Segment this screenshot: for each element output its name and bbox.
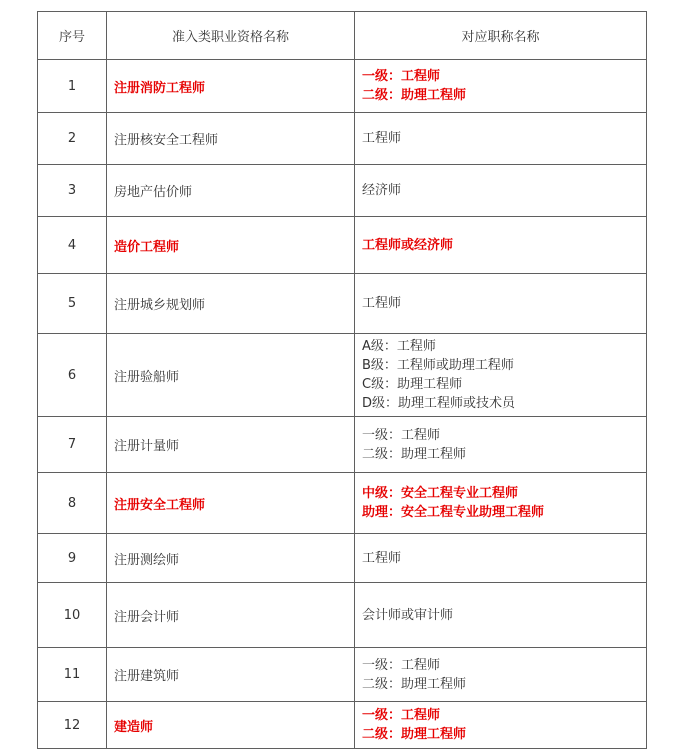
row-title-line: 助理：安全工程专业助理工程师	[362, 505, 545, 520]
row-qualification-name: 注册验船师	[107, 334, 355, 417]
row-title-line: 一级：工程师	[362, 427, 441, 443]
table-row	[38, 583, 647, 648]
row-title-line: B级：工程师或助理工程师	[362, 358, 514, 373]
row-title-cell	[355, 165, 647, 217]
row-qualification-name: 注册消防工程师	[107, 60, 355, 113]
table-row	[38, 165, 647, 217]
table-row	[38, 417, 647, 473]
row-serial-number: 3	[38, 165, 107, 217]
row-title-line: 中级：安全工程专业工程师	[362, 486, 519, 501]
row-title-line: 一级：工程师	[362, 708, 441, 723]
row-title-cell	[355, 334, 647, 417]
row-qualification-name: 注册会计师	[107, 583, 355, 648]
row-title-cell	[355, 534, 647, 583]
table-row	[38, 473, 647, 534]
row-serial-number: 4	[38, 217, 107, 274]
row-serial-number: 2	[38, 113, 107, 165]
row-qualification-name: 注册城乡规划师	[107, 274, 355, 334]
row-title-cell	[355, 60, 647, 113]
row-title-line: 二级：助理工程师	[362, 727, 467, 742]
table-body	[38, 60, 647, 749]
table-row	[38, 274, 647, 334]
row-title-line: 工程师或经济师	[362, 237, 454, 253]
row-title-line: 二级：助理工程师	[362, 88, 467, 103]
row-title-line: C级：助理工程师	[362, 377, 463, 392]
table-row	[38, 648, 647, 702]
row-title-line: D级：助理工程师或技术员	[362, 396, 516, 411]
row-qualification-name: 造价工程师	[107, 217, 355, 274]
row-title-cell	[355, 417, 647, 473]
row-qualification-name: 注册计量师	[107, 417, 355, 473]
qualification-table	[37, 11, 647, 749]
row-title-line: A级：工程师	[362, 339, 436, 354]
row-title-cell	[355, 702, 647, 749]
header-title-name: 对应职称名称	[355, 12, 647, 60]
row-title-line: 工程师	[362, 296, 402, 311]
row-title-line: 经济师	[362, 183, 402, 198]
row-title-line: 一级：工程师	[362, 657, 441, 673]
row-title-line: 二级：助理工程师	[362, 676, 467, 692]
row-qualification-name: 注册核安全工程师	[107, 113, 355, 165]
row-title-line: 会计师或审计师	[362, 607, 454, 623]
row-qualification-name: 注册测绘师	[107, 534, 355, 583]
row-serial-number: 8	[38, 473, 107, 534]
row-serial-number: 12	[38, 702, 107, 749]
row-qualification-name: 注册安全工程师	[107, 473, 355, 534]
row-title-cell	[355, 217, 647, 274]
row-serial-number: 10	[38, 583, 107, 648]
row-qualification-name: 房地产估价师	[107, 165, 355, 217]
row-title-line: 工程师	[362, 131, 402, 146]
table-row	[38, 702, 647, 749]
row-title-cell	[355, 583, 647, 648]
row-qualification-name: 注册建筑师	[107, 648, 355, 702]
row-serial-number: 11	[38, 648, 107, 702]
header-serial-number: 序号	[38, 12, 107, 60]
table-header-row	[38, 12, 647, 60]
header-qualification-name: 准入类职业资格名称	[107, 12, 355, 60]
row-title-cell	[355, 113, 647, 165]
row-serial-number: 9	[38, 534, 107, 583]
row-title-line: 二级：助理工程师	[362, 446, 467, 462]
row-serial-number: 6	[38, 334, 107, 417]
row-serial-number: 1	[38, 60, 107, 113]
row-serial-number: 5	[38, 274, 107, 334]
table-row	[38, 534, 647, 583]
table-row	[38, 60, 647, 113]
row-serial-number: 7	[38, 417, 107, 473]
row-title-line: 一级：工程师	[362, 69, 441, 84]
row-title-cell	[355, 274, 647, 334]
table-row	[38, 217, 647, 274]
row-title-cell	[355, 648, 647, 702]
table-row	[38, 334, 647, 417]
table-row	[38, 113, 647, 165]
row-title-line: 工程师	[362, 550, 402, 566]
row-title-cell	[355, 473, 647, 534]
row-qualification-name: 建造师	[107, 702, 355, 749]
